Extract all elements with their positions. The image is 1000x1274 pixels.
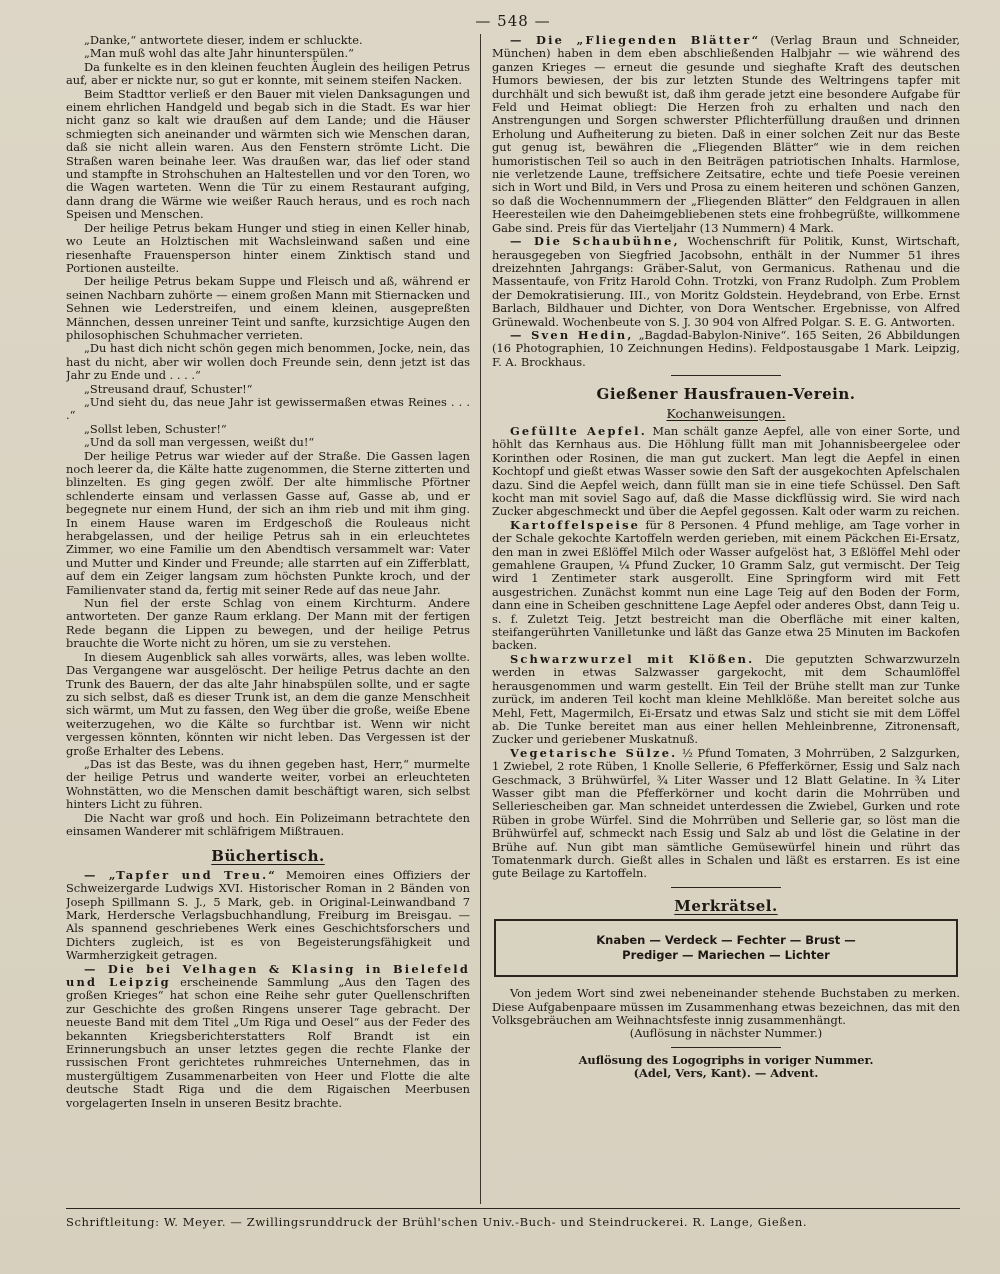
merkraetsel-heading: Merkrätsel. bbox=[674, 896, 778, 915]
story-paragraph: „Das ist das Beste, was du ihnen gegeben hast, Herr,“ murmelte der heilige Petrus und wanderte weiter, vorbei an erleuchteten Wohnstätten, wo die Menschen damit beschäftigt waren, sich selbst hinters Licht zu führen. bbox=[66, 756, 470, 812]
book-review bbox=[492, 329, 960, 369]
story-paragraph: Nun fiel der erste Schlag von einem Kirchturm. Andere antworteten. Der ganze Raum erklang. Der Mann mit der fertigen Rede begann die Lippen zu bewegen, und der heilige Petrus brauchte die Worte nicht zu hören, um sie zu verstehen. bbox=[66, 596, 470, 651]
buechertisch-text bbox=[66, 869, 470, 1110]
book-review-lead: — Die bei Velhagen & Klasing in Bielefeld und Leipzig bbox=[66, 961, 470, 990]
book-review-body: „Bagdad-Babylon-Ninive“. 165 Seiten, 26 Abbildungen (16 Photographien, 10 Zeichnungen Hedins). Feldpostausgabe 1 Mark. Leipzig, F. A. Brockhaus. bbox=[492, 327, 960, 369]
recipe-list bbox=[492, 425, 960, 881]
book-review bbox=[66, 869, 470, 963]
recipe-body: Man schält ganze Aepfel, alle von einer Sorte, und höhlt das Kernhaus aus. Die Höhlung füllt man mit Johannisbeergelee oder Korinthen oder Rosinen, die man gut zuckert. Man legt die Aepfel in einen Kochtopf und gießt etwas Wasser sowie den Saft der ausgekochten Apfelschalen dazu. Sind die Aepfel weich, dann füllt man sie in eine tiefe Schüssel. Den Saft kocht man mit soviel Sago auf, daß die Masse dickflüssig wird. Sie wird nach Zucker abgeschmeckt und über die Aepfel gegossen. Kalt oder warm zu reichen. bbox=[492, 423, 960, 519]
recipe-body: Die geputzten Schwarzwurzeln werden in etwas Salzwasser gargekocht, mit dem Schaumlöffel herausgenommen und warm gestellt. Ein Teil der Brühe stellt man zur Tunke zurück, im anderen Teil kocht man kleine Mehlklöße. Man bereitet solche aus Mehl, Fett, Magermilch, Ei-Ersatz und etwas Salz und sticht sie mit dem Löffel ab. Die Tunke bereitet man aus einer hellen Mehleinbrenne, Zitronensaft, Zucker und geriebener Muskatnuß. bbox=[492, 651, 960, 747]
column-rule bbox=[480, 34, 481, 1204]
story-text bbox=[66, 34, 470, 838]
story-paragraph: Der heilige Petrus bekam Hunger und stieg in einen Keller hinab, wo Leute an Holztischen mit Wachsleinwand saßen und eine riesenhafte Frauensperson hinter einem Zinktisch stand und Portionen austeilte. bbox=[66, 220, 470, 275]
story-paragraph: Die Nacht war groß und hoch. Ein Polizeimann betrachtete den einsamen Wanderer mit schläfrigem Mißtrauen. bbox=[66, 810, 470, 838]
story-paragraph: Der heilige Petrus war wieder auf der Straße. Die Gassen lagen noch leerer da, die Kälte hatte zugenommen, die Sterne zitterten und blinzelten. Es ging gegen zwölf. Der alte himmlische Pförtner schlenderte einsam und verlassen Gasse auf, Gasse ab, und er begegnete nur einem Hund, der sich an ihm rieb und mit ihm ging. In einem Hause waren im Erdgeschoß die Rouleaus nicht herabgelassen, und der heilige Petrus sah in ein erleuchtetes Zimmer, wo eine Familie um den Abendtisch versammelt war: Vater und Mutter und Kinder und Freunde; alle starrten auf ein Zifferblatt, auf dem ein Zeiger langsam zum höchsten Punkte kroch, und der Familienvater stand da, fertig mit seiner Rede auf das neue Jahr. bbox=[66, 448, 470, 597]
section-divider bbox=[671, 375, 781, 376]
book-review-lead: — Sven Hedin, bbox=[510, 327, 634, 342]
left-column bbox=[66, 34, 480, 1210]
story-paragraph: In diesem Augenblick sah alles vorwärts, alles, was leben wollte. Das Vergangene war ausgelöscht. Der heilige Petrus dachte an den Trunk des Bauern, der das alte Jahr hinabspülen sollte, und er sagte zu sich selbst, daß es dieser Trunk ist, an dem die ganze Menschheit sich wärmt, um Mut zu fassen, den Weg über die große, weiße Ebene weiterzugehen, wo die Kälte so furchtbar ist. Wenn wir nicht vergessen könnten, könnten wir nicht leben. Das Vergessen ist der große Erhalter des Lebens. bbox=[66, 649, 470, 758]
book-review-body: (Verlag Braun und Schneider, München) haben in dem eben abschließenden Halbjahr — wie während des ganzen Krieges — erneut die gesunde und sieghafte Kraft des deutschen Humors bewiesen, der bis zur letzten Stunde des Weltringens tapfer mit durchhält und sich bewußt ist, daß ihm gerade jetzt eine besondere Aufgabe für Feld und Heimat obliegt: Die Herzen froh zu erhalten und nach den Anstrengungen und Sorgen schwerster Pflichterfüllung draußen und drinnen Erholung und Aufheiterung zu bieten. Daß in einer solchen Zeit nur das Beste gut genug ist, bewähren die „Fliegenden Blätter“ wie in dem reichen humoristischen Teil so auch in den Beiträgen patriotischen Inhalts. Harmlose, nie verletzende Laune, treffsichere Zeitsatire, echte und tiefe Poesie vereinen sich in Wort und Bild, in Vers und Prosa zu einem heiteren und schönen Ganzen, so daß die Wochennummern der „Fliegenden Blätter“ den Feldgrauen in allen Heeresteilen wie den Daheimgebliebenen stets eine frohbegrüßte, willkommene Gabe sind. Preis für das Vierteljahr (13 Nummern) 4 Mark. bbox=[492, 34, 960, 235]
page-number: — 548 — bbox=[475, 12, 551, 30]
solution-text: (Adel, Vers, Kant). — Advent. bbox=[633, 1066, 819, 1081]
buechertisch-continued bbox=[492, 34, 960, 369]
puzzle-box bbox=[494, 919, 958, 977]
section-divider bbox=[671, 887, 781, 888]
verein-heading: Gießener Hausfrauen-Verein. bbox=[596, 385, 856, 404]
book-review bbox=[492, 34, 960, 235]
story-paragraph: Da funkelte es in den kleinen feuchten Äuglein des heiligen Petrus auf, aber er nickte nur, so gut er konnte, mit seinem steifen Nacken. bbox=[66, 59, 470, 88]
recipe-body: für 8 Personen. 4 Pfund mehlige, am Tage vorher in der Schale gekochte Kartoffeln werden gerieben, mit einem Päckchen Ei-Ersatz, den man in zwei Eßlöffel Milch oder Wasser aufgelöst hat, 3 Eßlöffel Mehl oder gemahlene Graupen, ¼ Pfund Zucker, 10 Gramm Salz, gut vermischt. Der Teig wird 1 Zentimeter stark ausgerollt. Eine Springform wird mit Fett ausgestrichen. Zunächst kommt nun eine Lage Teig auf den Boden der Form, dann eine in Scheiben geschnittene Lage Aepfel oder anderes Obst, dann Teig u. s. f. Zuletzt Teig. Jetzt bestreicht man die Oberfläche mit einer kalten, steifangerührten Vanilletunke und läßt das Ganze etwa 25 Minuten im Backofen backen. bbox=[492, 517, 960, 653]
columns bbox=[66, 34, 960, 1210]
recipe-lead: Schwarzwurzel mit Klößen. bbox=[510, 651, 755, 666]
recipe-lead: Kartoffelspeise bbox=[510, 517, 641, 532]
story-paragraph: „Streusand drauf, Schuster!“ bbox=[84, 381, 253, 396]
section-divider bbox=[671, 1047, 781, 1048]
puzzle-words-line-1: Knaben — Verdeck — Fechter — Brust — bbox=[596, 933, 856, 948]
story-paragraph: „Sollst leben, Schuster!“ bbox=[84, 421, 227, 436]
book-review-body: Wochenschrift für Politik, Kunst, Wirtschaft, herausgegeben von Siegfried Jacobsohn, enthält in der Nummer 51 ihres dreizehnten Jahrgangs: Gräber-Salut, von Germanicus. Rathenau und die Massentaufe, von Fritz Harold Cohn. Trotzki, von Franz Rudolph. Zum Problem der Demokratisierung. III., von Moritz Goldstein. Heydebrand, von Erbe. Ernst Barlach, Bildhauer und Dichter, von Dora Wentscher. Ergebnisse, von Alfred Grünewald. Wochenbeute von S. J. 30 904 von Alfred Polgar. S. E. G. Antworten. bbox=[492, 234, 960, 329]
puzzle-note: (Auflösung in nächster Nummer.) bbox=[629, 1026, 823, 1041]
book-review-lead: — Die „Fliegenden Blätter“ bbox=[510, 34, 761, 47]
book-review-body: erscheinende Sammlung „Aus den Tagen des großen Krieges“ hat schon eine Reihe sehr guter Quellenschriften zur Geschichte des großen Ringens unserer Tage gebracht. Der neueste Band mit dem Titel „Um Riga und Oesel“ aus der Feder des bekannten Kriegsberichterstatters Rolf Brandt ist ein Erinnerungsbuch an unser letztes gegen die rechte Flanke der russischen Front gerichtetes ruhmreiches Unternehmen, das in mustergültigem Zusammenarbeiten von Heer und Flotte die alte deutsche Stadt Riga und die dem Rigaischen Meerbusen vorgelagerten Inseln in unseren Besitz brachte. bbox=[66, 975, 470, 1110]
recipe bbox=[492, 653, 960, 747]
solution-title: Auflösung des Logogriphs in voriger Nummer. bbox=[578, 1052, 874, 1067]
verein-subheading: Kochanweisungen. bbox=[666, 405, 786, 421]
story-paragraph: Der heilige Petrus bekam Suppe und Fleisch und aß, während er seinen Nachbarn zuhörte — einem großen Mann mit Stiernacken und Sehnen wie Lederstreifen, und einem kleinen, ausgepreßten Männchen, dessen unreiner Teint und sanfte, kurzsichtige Augen den philosophischen Schuhmacher verrieten. bbox=[66, 274, 470, 342]
book-review bbox=[492, 235, 960, 329]
recipe-lead: Vegetarische Sülze. bbox=[510, 745, 678, 760]
story-paragraph: „Man muß wohl das alte Jahr hinunterspülen.“ bbox=[84, 46, 354, 61]
recipe bbox=[492, 519, 960, 653]
puzzle-instruction: Von jedem Wort sind zwei nebeneinander stehende Buchstaben zu merken. Diese Aufgabenpaare müssen im Zusammenhang etwas bezeichnen, das mit den Volksgebräuchen am Weihnachtsfeste innig zusammenhängt. bbox=[492, 986, 960, 1027]
recipe bbox=[492, 747, 960, 881]
puzzle-words-line-2: Prediger — Mariechen — Lichter bbox=[622, 948, 830, 963]
right-column bbox=[480, 34, 960, 1210]
book-review-lead: — Die Schaubühne, bbox=[510, 234, 680, 249]
recipe bbox=[492, 425, 960, 519]
buechertisch-heading: Büchertisch. bbox=[211, 847, 325, 866]
recipe-lead: Gefüllte Aepfel. bbox=[510, 423, 647, 438]
story-paragraph: „Und sieht du, das neue Jahr ist gewissermaßen etwas Reines . . . .“ bbox=[66, 394, 470, 423]
book-review bbox=[66, 963, 470, 1110]
book-review-body: Memoiren eines Offiziers der Schweizergarde Ludwigs XVI. Historischer Roman in 2 Bänden von Joseph Spillmann S. J., 5 Mark, geb. in Original-Leinwandband 7 Mark, Herdersche Verlagsbuchhandlung, Freiburg im Breisgau. — Als spannend geschriebenes Werk eines Geschichtsforschers und Dichters zugleich, ist es von Begeisterungsfähigkeit und Warmherzigkeit getragen. bbox=[66, 867, 470, 963]
book-review-lead: — „Tapfer und Treu.“ bbox=[84, 867, 278, 882]
story-paragraph: „Danke,“ antwortete dieser, indem er schluckte. bbox=[84, 34, 363, 47]
recipe-body: ½ Pfund Tomaten, 3 Mohrrüben, 2 Salzgurken, 1 Zwiebel, 2 rote Rüben, 1 Knolle Sellerie, 6 Pfefferkörner, Essig und Salz nach Geschmack, 3 Brühwürfel, ¾ Liter Wasser und 12 Blatt Gelatine. In ¾ Liter Wasser gibt man die Pfefferkörner und kocht darin die Mohrrüben und Selleriescheiben gar. Man schneidet unterdessen die Zwiebel, Gurken und rote Rüben in grobe Würfel. Sind die Mohrrüben und Sellerie gar, so löst man die Brühwürfel auf, schmeckt nach Essig und Salz ab und löst die Gelatine in der Brühe auf. Nun gibt man sämtliche Gemüsewürfel hinein und rührt das Tomatenmark durch. Gießt alles in Schalen und läßt es erstarren. Es ist eine gute Beilage zu Kartoffeln. bbox=[492, 745, 960, 881]
imprint-footer: Schriftleitung: W. Meyer. — Zwillingsrunddruck der Brühl'schen Univ.-Buch- und Steindruckerei. R. Lange, Gießen. bbox=[66, 1208, 960, 1229]
story-paragraph: „Du hast dich nicht schön gegen mich benommen, Jocke, nein, das hast du nicht, aber wir wollen doch Freunde sein, denn jetzt ist das Jahr zu Ende und . . . .“ bbox=[66, 341, 470, 383]
story-paragraph: Beim Stadttor verließ er den Bauer mit vielen Danksagungen und einem ehrlichen Handgeld und begab sich in die Stadt. Es war hier nicht ganz so kalt wie draußen auf dem Lande; und die Häuser schmiegten sich aneinander und wärmten sich wie Menschen daran, daß sie nicht allein waren. Aus den Fenstern strömte Licht. Die Straßen waren beinahe leer. Was draußen war, das lief oder stand und stampfte in Strohschuhen an Haltestellen und vor den Toren, wo die Wagen warteten. Wenn die Tür zu einem Restaurant aufging, dann drang die Wärme wie weißer Rauch heraus, und es roch nach Speisen und Menschen. bbox=[66, 86, 470, 222]
story-paragraph: „Und da soll man vergessen, weißt du!“ bbox=[84, 435, 315, 450]
